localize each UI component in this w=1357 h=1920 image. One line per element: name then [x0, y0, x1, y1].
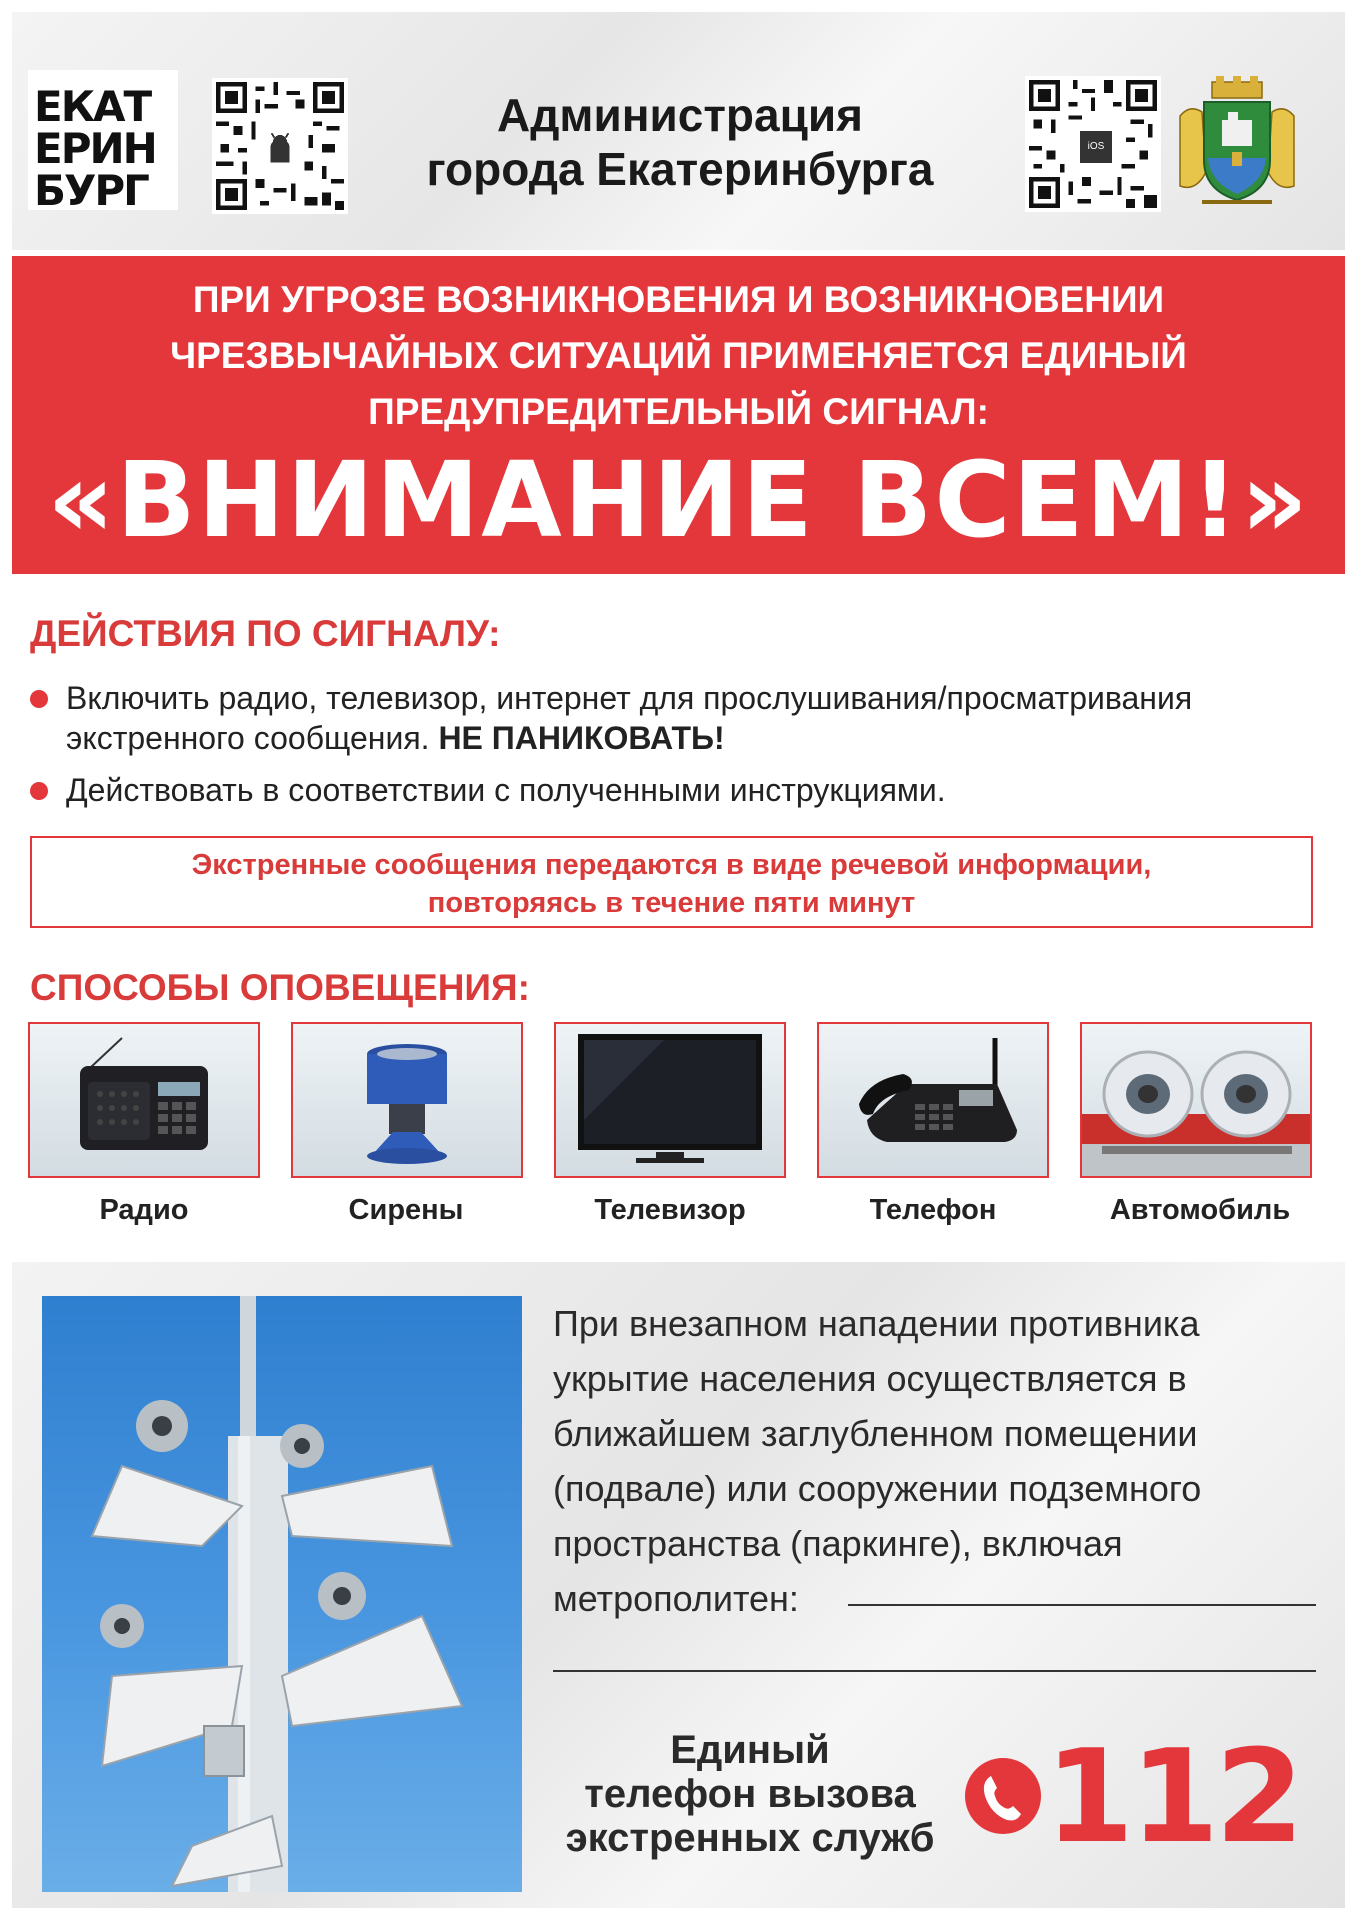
tv-card — [554, 1022, 786, 1178]
administration-title — [370, 88, 990, 196]
phone-card — [817, 1022, 1049, 1178]
logo-line: БУРГ — [34, 166, 148, 215]
method-label: Радио — [99, 1194, 189, 1226]
phone-handset-icon — [965, 1758, 1041, 1834]
banner-line: ПРИ УГРОЗЕ ВОЗНИКНОВЕНИЯ И ВОЗНИКНОВЕНИИ — [192, 279, 1165, 320]
bullet-dot-icon — [30, 782, 48, 800]
metro-fill-line-1 — [848, 1604, 1316, 1606]
metro-fill-line-2 — [553, 1670, 1316, 1672]
radio-icon — [30, 1024, 258, 1176]
tv-icon — [556, 1024, 784, 1176]
qr-code-ios[interactable] — [1025, 76, 1161, 212]
emergency-line: Единый — [670, 1728, 830, 1772]
action-item-1 — [66, 678, 1326, 758]
banner-headline: «ВНИМАНИЕ ВСЕМ!» — [47, 439, 1310, 561]
emergency-phone-label — [540, 1728, 960, 1860]
title-line: Администрация — [497, 89, 863, 141]
notice-line: Экстренные сообщения передаются в виде речевой информации, — [191, 849, 1152, 881]
method-label: Автомобиль — [1109, 1194, 1291, 1226]
banner-line: ПРЕДУПРЕДИТЕЛЬНЫЙ СИГНАЛ: — [368, 391, 989, 432]
method-label: Сирены — [348, 1194, 464, 1226]
qr-android-icon — [216, 82, 344, 210]
ekaterinburg-logo — [28, 70, 178, 215]
title-line: города Екатеринбурга — [426, 143, 934, 195]
car-loudspeaker-icon — [1082, 1024, 1310, 1176]
siren-icon — [293, 1024, 521, 1176]
siren-tower-image — [42, 1296, 522, 1892]
method-label: Телевизор — [594, 1194, 746, 1226]
action-item-text: Включить радио, телевизор, интернет для прослушивания/просматривания экстренного сообщения. — [66, 680, 1193, 756]
bullet-dot-icon — [30, 690, 48, 708]
qr-code-android[interactable] — [212, 78, 348, 214]
actions-section-title: ДЕЙСТВИЯ ПО СИГНАЛУ: — [30, 613, 501, 654]
action-item-emphasis: НЕ ПАНИКОВАТЬ! — [438, 720, 725, 756]
emergency-line: экстренных служб — [565, 1816, 935, 1860]
siren-tower-photo — [42, 1296, 522, 1892]
emergency-line: телефон вызова — [584, 1772, 916, 1816]
banner-line: ЧРЕЗВЫЧАЙНЫХ СИТУАЦИЙ ПРИМЕНЯЕТСЯ ЕДИНЫЙ — [170, 335, 1187, 376]
logo-line: ЕРИН — [34, 124, 156, 173]
method-label: Телефон — [869, 1194, 997, 1226]
notice-line: повторяясь в течение пяти минут — [427, 887, 916, 919]
notice-text — [30, 846, 1313, 922]
emergency-number[interactable]: 112 — [1045, 1723, 1301, 1872]
methods-section-title: СПОСОБЫ ОПОВЕЩЕНИЯ: — [30, 967, 530, 1008]
siren-card — [291, 1022, 523, 1178]
phone-device-icon — [819, 1024, 1047, 1176]
car-card — [1080, 1022, 1312, 1178]
shelter-instructions: При внезапном нападении противника укрытие населения осуществляется в ближайшем заглубленном помещении (подвале) или сооружении подземного пространства (паркинге), включая метрополитен: — [553, 1303, 1202, 1619]
coat-of-arms-logo — [1172, 76, 1302, 211]
banner-intro-text — [40, 272, 1317, 440]
logo-line: ЕКАТ — [34, 82, 151, 131]
ios-badge: iOS — [1077, 128, 1115, 166]
radio-card — [28, 1022, 260, 1178]
action-item-2: Действовать в соответствии с полученными инструкциями. — [66, 772, 946, 808]
